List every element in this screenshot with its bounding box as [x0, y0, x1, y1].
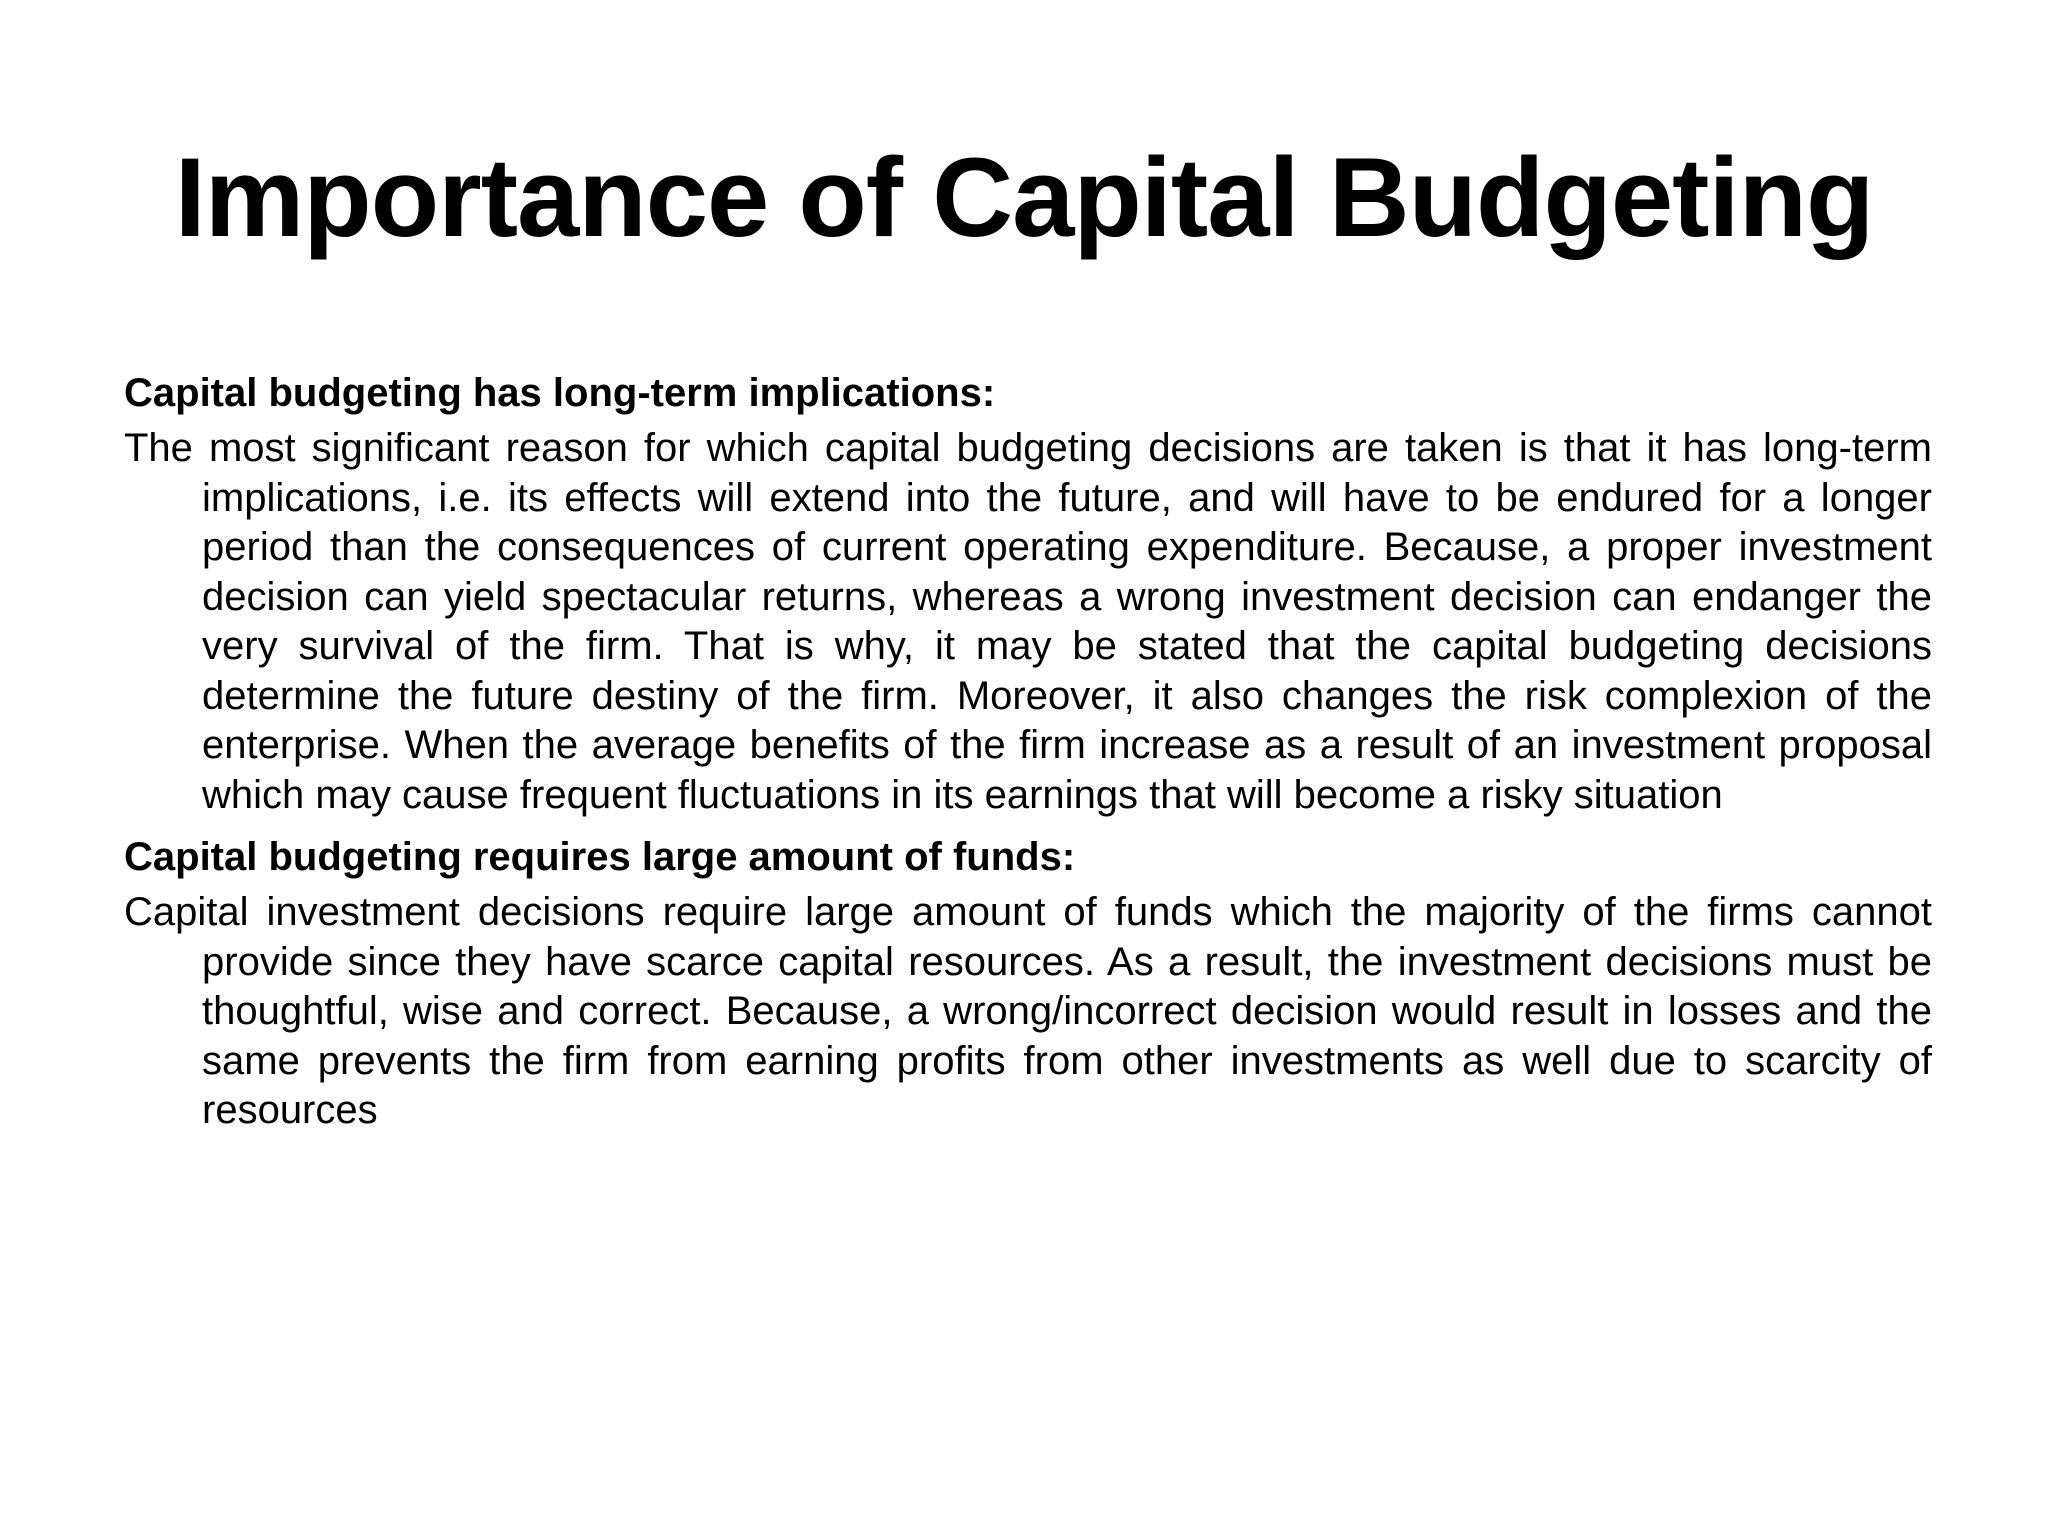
slide-body: [124, 368, 1932, 1148]
section-large-funds: [124, 832, 1932, 1136]
section-heading: Capital budgeting has long-term implications:: [124, 371, 996, 415]
section-heading: Capital budgeting requires large amount of funds:: [124, 835, 1076, 879]
section-paragraph: The most significant reason for which capital budgeting decisions are taken is that it has long-term implications, i.e. its effects will extend into the future, and will have to be endured for a longer period than the consequences of current operating expenditure. Because, a proper investment decision can yield spectacular returns, whereas a wrong investment decision can endanger the very survival of the firm. That is why, it may be stated that the capital budgeting decisions determine the future destiny of the firm. Moreover, it also changes the risk complexion of the enterprise. When the average benefits of the firm increase as a result of an investment proposal which may cause frequent fluctuations in its earnings that will become a risky situation: [124, 426, 1932, 817]
section-paragraph: Capital investment decisions require large amount of funds which the majority of the firms cannot provide since they have scarce capital resources. As a result, the investment decisions must be thoughtful, wise and correct. Because, a wrong/incorrect decision would result in losses and the same prevents the firm from earning profits from other investments as well due to scarcity of resources: [124, 890, 1932, 1132]
section-long-term-implications: [124, 368, 1932, 820]
slide-title: Importance of Capital Budgeting: [174, 135, 1874, 260]
